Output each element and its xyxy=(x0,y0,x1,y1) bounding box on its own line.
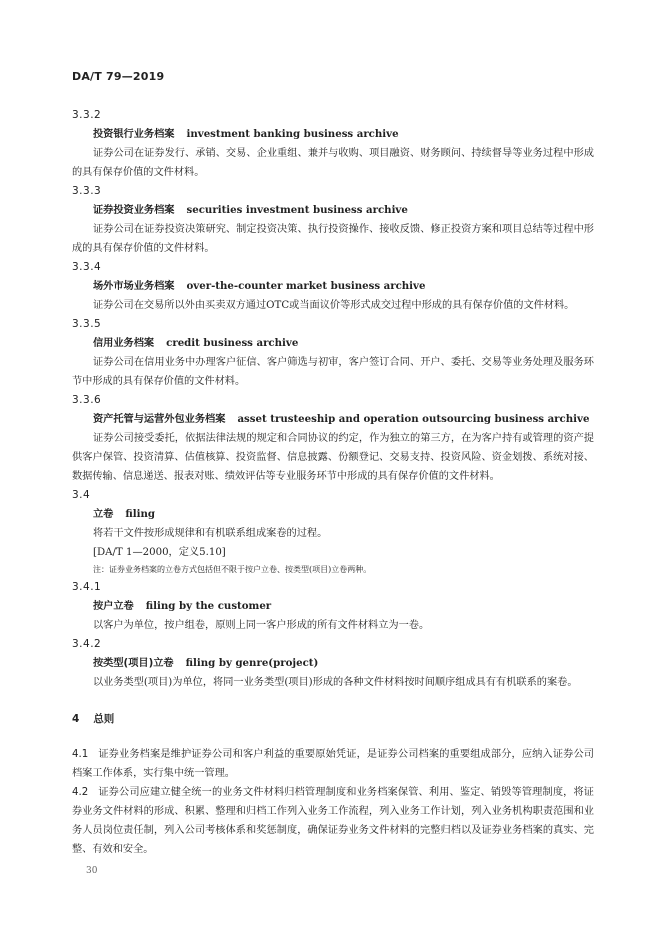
term-definition: 以业务类型(项目)为单位，将同一业务类型(项目)形成的各种文件材料按时间顺序组成具有有机联系的案卷。 xyxy=(93,677,578,688)
term-heading xyxy=(72,654,594,673)
term-number: 3.3.5 xyxy=(72,318,102,330)
term-definition: 证券公司在证券投资决策研究、制定投资决策、执行投资操作、接收反馈、修正投资方案和项目总结等过程中形成的具有保存价值的文件材料。 xyxy=(72,224,594,254)
term-name-en: investment banking business archive xyxy=(186,128,399,140)
term-note: 注：证券业务档案的立卷方式包括但不限于按户立卷、按类型(项目)立卷两种。 xyxy=(93,565,372,574)
term-heading xyxy=(72,410,594,429)
term-definition: 证券公司在交易所以外由买卖双方通过OTC或当面议价等形式成交过程中形成的具有保存价值的文件材料。 xyxy=(93,300,575,311)
clause-text: 证券公司应建立健全统一的业务文件材料归档管理制度和业务档案保管、利用、鉴定、销毁等管理制度，将证券业务文件材料的形成、积累、整理和归档工作列入业务工作流程，列入业务工作计划，列入业务机构职责范围和业务人员岗位责任制，列入公司考核体系和奖惩制度，确保证券业务文件材料的完整归档以及证券业务档案的真实、完整、有效和安全。 xyxy=(72,787,594,855)
term-heading xyxy=(72,277,594,296)
document-body xyxy=(72,106,594,859)
term-definition: 以客户为单位，按户组卷，原则上同一客户形成的所有文件材料立为一卷。 xyxy=(93,620,430,631)
clause-text: 证券业务档案是维护证券公司和客户利益的重要原始凭证，是证券公司档案的重要组成部分，应纳入证券公司档案工作体系，实行集中统一管理。 xyxy=(72,749,594,779)
term-heading xyxy=(72,334,594,353)
term-entry xyxy=(72,258,594,315)
term-entry xyxy=(72,391,594,486)
term-name-zh: 信用业务档案 xyxy=(93,338,155,349)
term-name-zh: 立卷 xyxy=(93,509,114,520)
clause-number: 4.1 xyxy=(72,749,89,760)
term-entry xyxy=(72,182,594,258)
chapter-heading xyxy=(72,710,594,729)
term-number: 3.3.6 xyxy=(72,394,102,406)
term-name-zh: 投资银行业务档案 xyxy=(93,129,175,140)
term-name-en: filing by the customer xyxy=(145,600,272,612)
term-entry xyxy=(72,315,594,391)
term-heading xyxy=(72,597,594,616)
term-number: 3.3.2 xyxy=(72,109,102,121)
term-number: 3.4.2 xyxy=(72,638,102,650)
term-entry xyxy=(72,635,594,692)
page-number: 30 xyxy=(86,866,98,876)
term-definition: 证券公司在信用业务中办理客户征信、客户筛选与初审，客户签订合同、开户、委托、交易等业务处理及服务环节中形成的具有保存价值的文件材料。 xyxy=(72,357,594,387)
term-name-zh: 按类型(项目)立卷 xyxy=(93,658,174,669)
term-heading xyxy=(72,505,594,524)
clause-paragraph xyxy=(72,745,594,783)
term-name-en: asset trusteeship and operation outsourcing business archive xyxy=(237,413,590,425)
chapter-number: 4 xyxy=(72,713,80,725)
term-number: 3.3.4 xyxy=(72,261,102,273)
term-name-en: over-the-counter market business archive xyxy=(186,280,426,292)
term-name-zh: 资产托管与运营外包业务档案 xyxy=(93,414,226,425)
term-heading xyxy=(72,125,594,144)
term-name-en: securities investment business archive xyxy=(186,204,408,216)
term-definition: 证券公司接受委托，依据法律法规的规定和合同协议的约定，作为独立的第三方，在为客户持有或管理的资产提供客户保管、投资清算、估值核算、投资监督、信息披露、份额登记、交易支持、投资风险、资金划拨、系统对接、数据传输、信息递送、报表对账、绩效评估等专业服务环节中形成的具有保存价值的文件材料。 xyxy=(72,433,594,482)
clause-number: 4.2 xyxy=(72,787,89,798)
term-number: 3.4.1 xyxy=(72,581,102,593)
term-definition: 将若干文件按形成规律和有机联系组成案卷的过程。 xyxy=(93,528,328,539)
term-name-en: credit business archive xyxy=(166,337,299,349)
term-reference: [DA/T 1—2000，定义5.10] xyxy=(93,547,226,558)
term-entry xyxy=(72,486,594,578)
term-name-zh: 按户立卷 xyxy=(93,601,134,612)
term-definition: 证券公司在证券发行、承销、交易、企业重组、兼并与收购、项目融资、财务顾问、持续督导等业务过程中形成的具有保存价值的文件材料。 xyxy=(72,148,594,178)
term-name-en: filing by genre(project) xyxy=(185,657,319,669)
term-number: 3.3.3 xyxy=(72,185,102,197)
clause-paragraph xyxy=(72,783,594,859)
term-entry xyxy=(72,578,594,635)
term-name-zh: 场外市场业务档案 xyxy=(93,281,175,292)
term-number: 3.4 xyxy=(72,489,91,501)
chapter-title: 总则 xyxy=(93,713,115,725)
standard-code-header: DA/T 79—2019 xyxy=(72,70,165,83)
term-heading xyxy=(72,201,594,220)
term-name-en: filing xyxy=(125,508,156,520)
term-entry xyxy=(72,106,594,182)
term-name-zh: 证券投资业务档案 xyxy=(93,205,175,216)
